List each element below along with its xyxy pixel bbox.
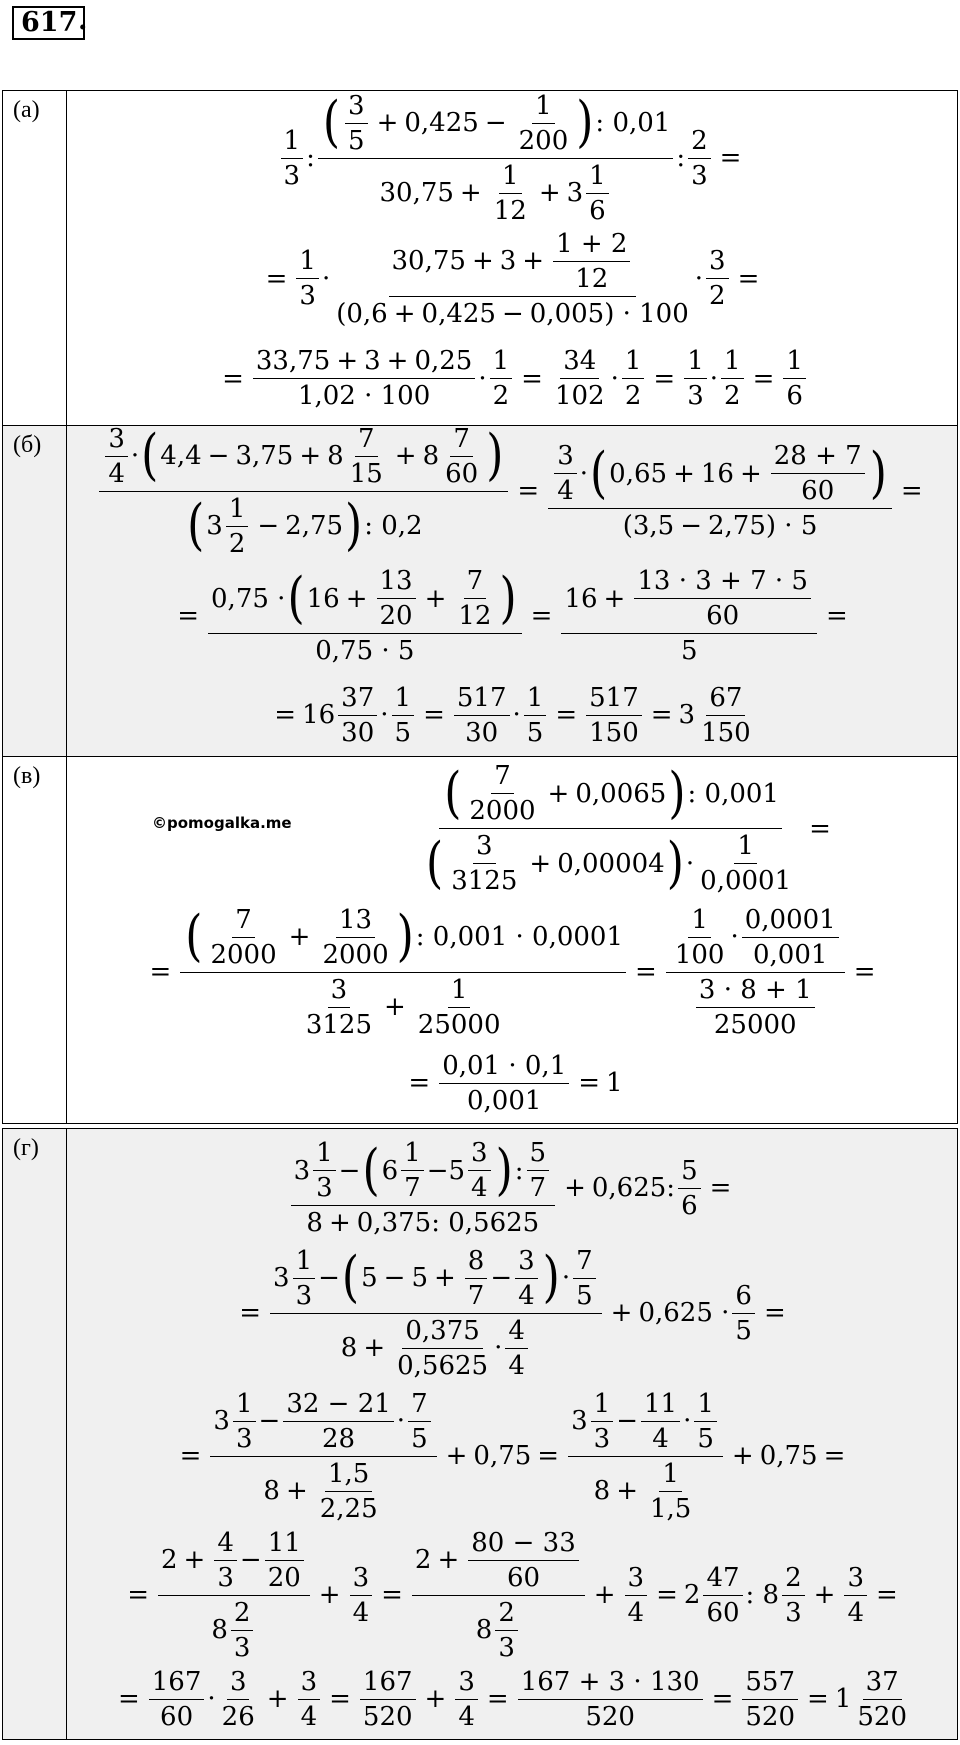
solution-part-d bbox=[2, 1128, 958, 1740]
equation-line: $\frac{1}{3}$ : ( $\frac{3}{5}$ + 0,425 − $\frac{1}{200}$ ) : 0,01 30,75 + $\frac{1}{12}$ + 3 $\frac{1}{6}$ : $\frac{2}{3}$ = bbox=[68, 99, 957, 217]
equation-line: ( $\frac{7}{2000}$ + 0,0065 ) : 0,001 ( $\frac{3}{3125}$ + 0,00004 ) · $\frac{1}{0,0001}$ = bbox=[426, 761, 831, 896]
part-label: (в) bbox=[13, 763, 41, 789]
equation-line: = 0,75 · ( 16 + $\frac{13}{20}$ + $\frac{7}{12}$ ) 0,75 · 5 = 16 + $\frac{13 \cdot 3 + 7 \cdot 5}{60}$ 5 = bbox=[177, 566, 848, 666]
equation-line: 3 $\frac{1}{3}$ − ( 6 $\frac{1}{7}$ −5 $\frac{3}{4}$ ) : $\frac{5}{7}$ 8 + 0,375: 0,5625 + 0,625: $\frac{5}{6}$ = bbox=[68, 1133, 957, 1243]
equation-line: = 2 + $\frac{4}{3}$ − $\frac{11}{20}$ 8 $\frac{2}{3}$ + $\frac{3}{4}$ = 2 + $\frac{80 - 33}{60}$ 8 $\frac{2}{3}$ + $\frac{3}{4}$ = 2 $\frac{47}{60}$ : 8 $\frac{2}{3}$ + $\frac{3}{4}$ = bbox=[127, 1527, 898, 1663]
equation-line: = $\frac{167}{60}$ · $\frac{3}{26}$ + $\frac{3}{4}$ = $\frac{167}{520}$ + $\frac{3}{4}$ = $\frac{167 + 3 \cdot 130}{520}$ = $\frac{557}{520}$ = 1 $\frac{37}{520}$ bbox=[117, 1666, 908, 1732]
equation-line: $\frac{3}{4}$ · ( 4,4 − 3,75 + 8 $\frac{7}{15}$ + 8 $\frac{7}{60}$ ) ( 3 $\frac{1}{2}$ − 2,75 ) : 0,2 = $\frac{3}{4}$ · ( 0,65 + 16 + $\frac{28 + 7}{60}$ ) (3,5 − 2,75) · 5 = bbox=[68, 430, 957, 552]
equation-line: = $\frac{0,01 \cdot 0,1}{0,001}$ = 1 bbox=[408, 1050, 623, 1116]
problem-number: 617 bbox=[12, 6, 85, 40]
equation-line: = 3 $\frac{1}{3}$ − ( 5 − 5 + $\frac{8}{7}$ − $\frac{3}{4}$ ) · $\frac{7}{5}$ 8 + $\frac{0,375}{0,5625}$ · $\frac{4}{4}$ + 0,625 · $\frac{6}{5}$ = bbox=[239, 1245, 786, 1381]
problem-number-dot: . bbox=[78, 5, 88, 36]
label-cell bbox=[3, 1129, 67, 1739]
equation-line: = ( $\frac{7}{2000}$ + $\frac{13}{2000}$ ) : 0,001 · 0,0001 $\frac{3}{3125}$ + $\frac{1}{25000}$ = $\frac{1}{100}$ · $\frac{0,0001}{0,001}$ $\frac{3 \cdot 8 + 1}{25000}$ = bbox=[149, 904, 876, 1040]
equation-line: = $\frac{1}{3}$ · 30,75 + 3 + $\frac{1 + 2}{12}$ (0,6 + 0,425 − 0,005) · 100 · $\frac{3}{2}$ = bbox=[265, 228, 760, 329]
equation-line: = 3 $\frac{1}{3}$ − $\frac{32 - 21}{28}$ · $\frac{7}{5}$ 8 + $\frac{1,5}{2,25}$ + 0,75 = 3 $\frac{1}{3}$ − $\frac{11}{4}$ · $\frac{1}{5}$ 8 + $\frac{1}{1,5}$ + 0,75 = bbox=[179, 1388, 846, 1524]
part-label: (б) bbox=[13, 432, 42, 458]
part-d-content bbox=[68, 1129, 957, 1739]
label-cell bbox=[3, 91, 67, 425]
watermark: ©pomogalka.me bbox=[152, 814, 292, 832]
label-cell bbox=[3, 426, 67, 756]
part-label: (г) bbox=[13, 1135, 39, 1161]
part-b-content bbox=[68, 423, 957, 756]
equation-line: = 33,75 + 3 + 0,25 1,02 · 100 · $\frac{1}{2}$ = $\frac{34}{102}$ · $\frac{1}{2}$ = $\frac{1}{3}$ · $\frac{1}{2}$ = $\frac{1}{6}$ bbox=[68, 336, 957, 421]
solution-part-b bbox=[2, 425, 958, 757]
part-label: (а) bbox=[13, 97, 40, 123]
part-a-content bbox=[68, 91, 957, 425]
label-cell bbox=[3, 757, 67, 1123]
part-c-content bbox=[68, 757, 957, 1123]
solution-part-c bbox=[2, 756, 958, 1124]
equation-line: = 16 $\frac{37}{30}$ · $\frac{1}{5}$ = $\frac{517}{30}$ · $\frac{1}{5}$ = $\frac{517}{150}$ = 3 $\frac{67}{150}$ bbox=[274, 682, 751, 748]
solution-part-a bbox=[2, 90, 958, 426]
